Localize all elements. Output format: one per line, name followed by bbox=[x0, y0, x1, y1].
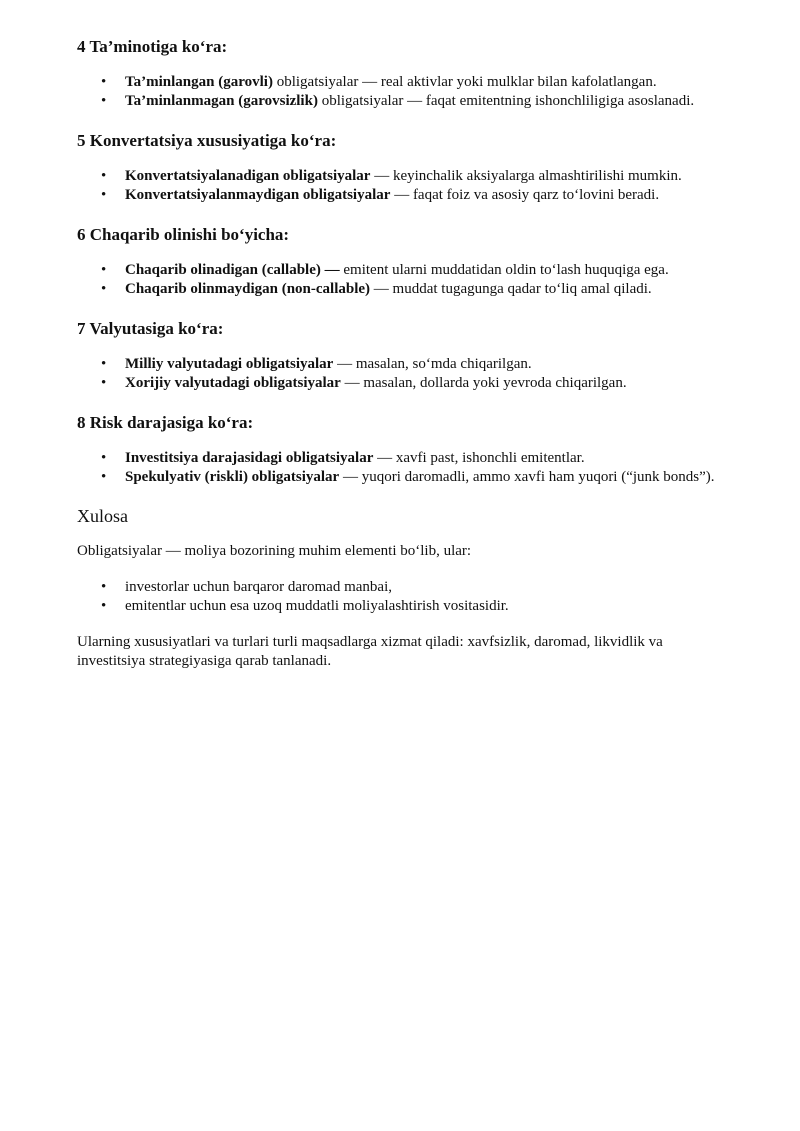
section-list-7 bbox=[77, 355, 724, 393]
list-item bbox=[125, 92, 724, 111]
item-term: Milliy valyutadagi obligatsiyalar bbox=[125, 356, 334, 372]
list-item bbox=[125, 280, 724, 299]
list-item bbox=[125, 186, 724, 205]
item-term: Chaqarib olinadigan (callable) — bbox=[125, 262, 340, 278]
list-item bbox=[125, 167, 724, 186]
section-heading-8: 8 Risk darajasiga ko‘ra: bbox=[77, 413, 254, 432]
list-item: • investorlar uchun barqaror daromad manbai, bbox=[125, 578, 724, 597]
item-term: Konvertatsiyalanmaydigan obligatsiyalar bbox=[125, 187, 391, 203]
list-item bbox=[125, 73, 724, 92]
item-term: Konvertatsiyalanadigan obligatsiyalar bbox=[125, 168, 371, 184]
item-description: — masalan, dollarda yoki yevroda chiqarilgan. bbox=[340, 375, 627, 391]
item-description: — yuqori daromadli, ammo xavfi ham yuqori (“junk bonds”). bbox=[339, 469, 715, 485]
section-list-6 bbox=[77, 261, 724, 299]
list-item bbox=[125, 374, 724, 393]
section-list-5 bbox=[77, 167, 724, 205]
list-item bbox=[125, 355, 724, 374]
conclusion-heading: Xulosa bbox=[77, 506, 128, 526]
item-description: — keyinchalik aksiyalarga almashtirilishi mumkin. bbox=[370, 168, 682, 184]
item-description: — faqat foiz va asosiy qarz to‘lovini beradi. bbox=[390, 187, 660, 203]
item-term: Ta’minlangan (garovli) bbox=[125, 74, 273, 90]
item-description: obligatsiyalar — real aktivlar yoki mulklar bilan kafolatlangan. bbox=[272, 74, 657, 90]
item-description: obligatsiyalar — faqat emitentning ishonchliligiga asoslanadi. bbox=[317, 93, 695, 109]
item-description: — xavfi past, ishonchli emitentlar. bbox=[373, 450, 585, 466]
list-item: • emitentlar uchun esa uzoq muddatli moliyalashtirish vositasidir. bbox=[125, 597, 724, 616]
item-description: emitent ularni muddatidan oldin to‘lash huquqiga ega. bbox=[339, 262, 669, 278]
section-list-8 bbox=[77, 449, 724, 487]
item-description: — masalan, so‘mda chiqarilgan. bbox=[333, 356, 532, 372]
section-heading-7: 7 Valyutasiga ko‘ra: bbox=[77, 319, 224, 338]
conclusion-intro: Obligatsiyalar — moliya bozorining muhim elementi bo‘lib, ular: bbox=[77, 543, 472, 559]
item-term: Spekulyativ (riskli) obligatsiyalar bbox=[125, 469, 340, 485]
conclusion-closing: Ularning xususiyatlari va turlari turli maqsadlarga xizmat qiladi: xavfsizlik, daromad, likvidlik va investitsiya strategiyasiga qarab tanlanadi. bbox=[77, 634, 663, 669]
item-term: Investitsiya darajasidagi obligatsiyalar bbox=[125, 450, 374, 466]
item-term: Xorijiy valyutadagi obligatsiyalar bbox=[125, 375, 341, 391]
item-term: Ta’minlanmagan (garovsizlik) bbox=[125, 93, 318, 109]
list-item bbox=[125, 449, 724, 468]
item-description: — muddat tugagunga qadar to‘liq amal qiladi. bbox=[370, 281, 652, 297]
item-term: Chaqarib olinmaydigan (non-callable) bbox=[125, 281, 371, 297]
conclusion-list bbox=[77, 578, 724, 616]
list-item bbox=[125, 261, 724, 280]
section-heading-5: 5 Konvertatsiya xususiyatiga ko‘ra: bbox=[77, 131, 337, 150]
section-heading-6: 6 Chaqarib olinishi bo‘yicha: bbox=[77, 225, 290, 244]
section-heading-4: 4 Ta’minotiga ko‘ra: bbox=[77, 37, 228, 56]
list-item bbox=[125, 468, 724, 487]
section-list-4 bbox=[77, 73, 724, 111]
